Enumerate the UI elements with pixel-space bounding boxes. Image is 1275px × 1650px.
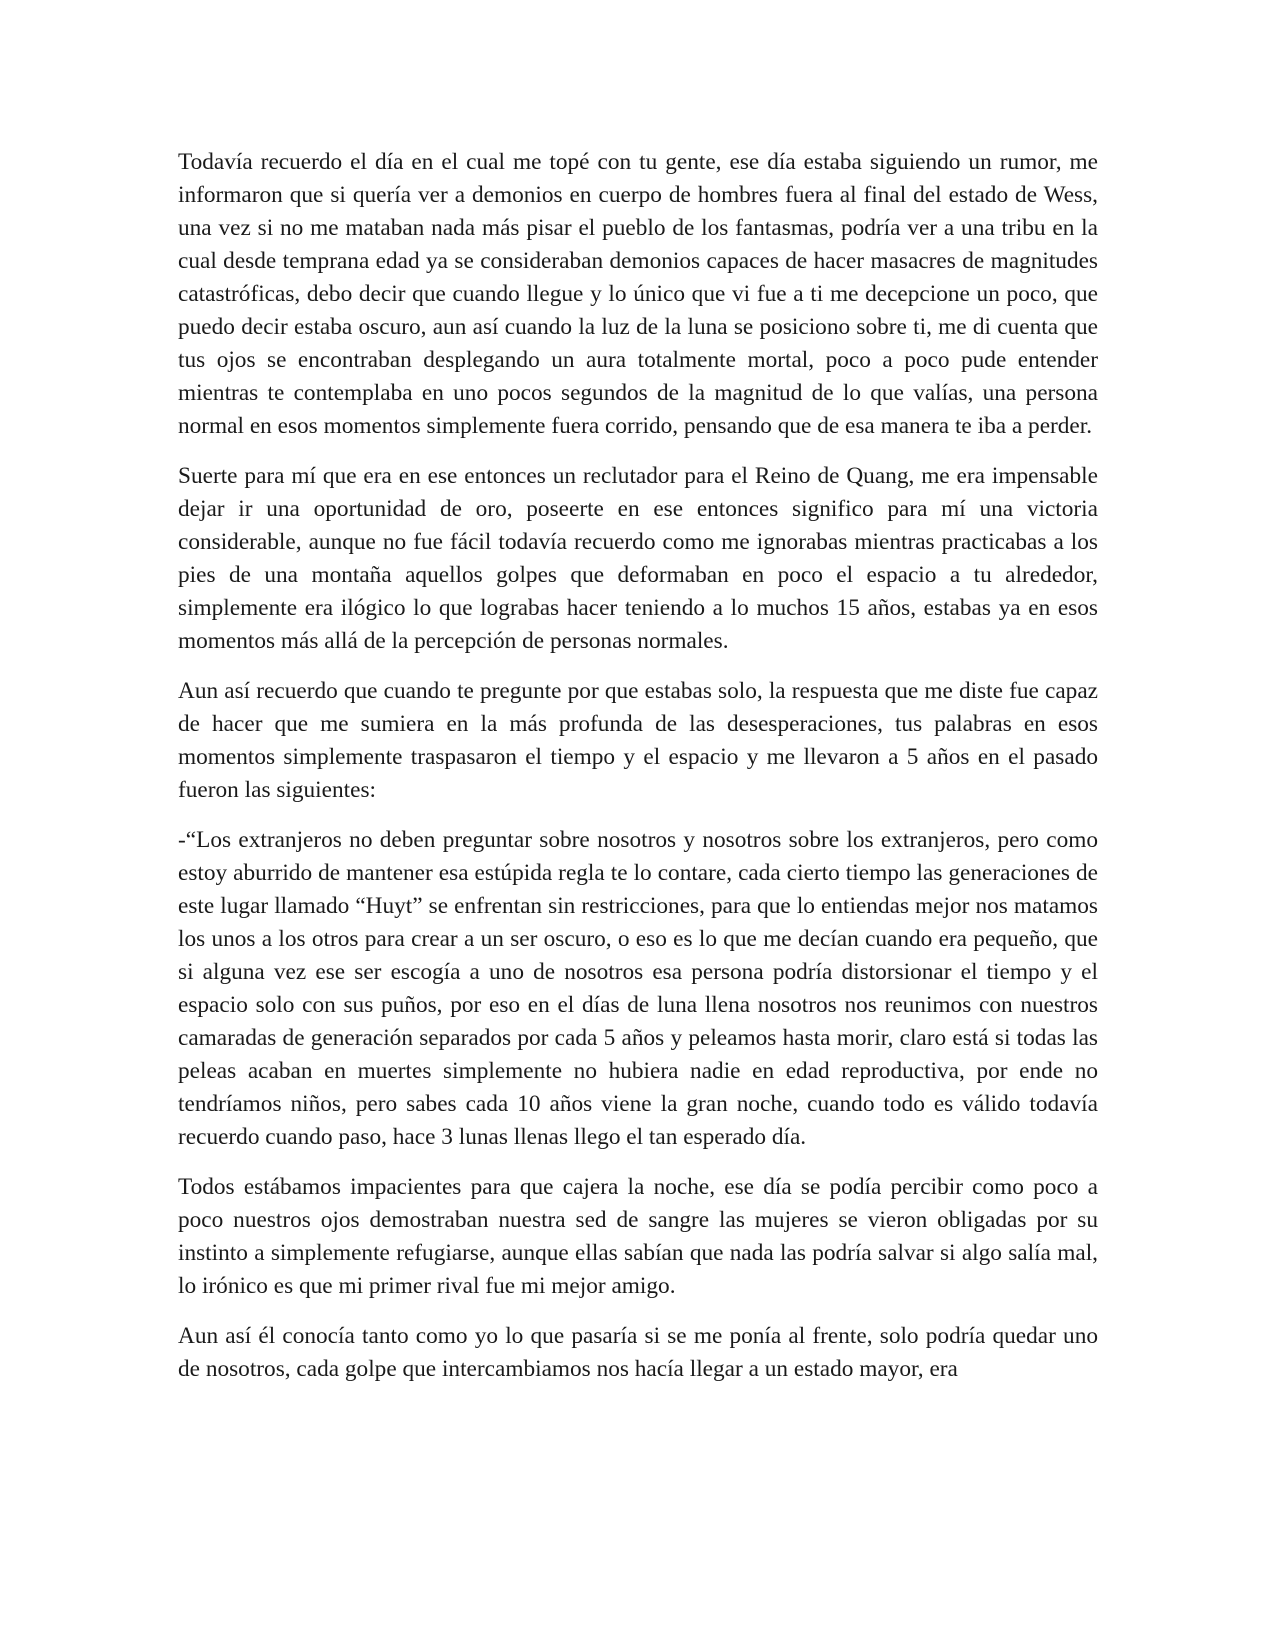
paragraph: Suerte para mí que era en ese entonces un reclutador para el Reino de Quang, me era impensable dejar ir una oportunidad de oro, poseerte en ese entonces significo para mí una victoria considerable, aunque no fue fácil todavía recuerdo como me ignorabas mientras practicabas a los pies de una montaña aquellos golpes que deformaban en poco el espacio a tu alrededor, simplemente era ilógico lo que lograbas hacer teniendo a lo muchos 15 años, estabas ya en esos momentos más allá de la percepción de personas normales. (178, 463, 1098, 654)
paragraph: Todavía recuerdo el día en el cual me topé con tu gente, ese día estaba siguiendo un rumor, me informaron que si quería ver a demonios en cuerpo de hombres fuera al final del estado de Wess, una vez si no me mataban nada más pisar el pueblo de los fantasmas, podría ver a una tribu en la cual desde temprana edad ya se consideraban demonios capaces de hacer masacres de magnitudes catastróficas, debo decir que cuando llegue y lo único que vi fue a ti me decepcione un poco, que puedo decir estaba oscuro, aun así cuando la luz de la luna se posiciono sobre ti, me di cuenta que tus ojos se encontraban desplegando un aura totalmente mortal, poco a poco pude entender mientras te contemplaba en uno pocos segundos de la magnitud de lo que valías, una persona normal en esos momentos simplemente fuera corrido, pensando que de esa manera te iba a perder. (178, 149, 1098, 439)
paragraph: Aun así él conocía tanto como yo lo que pasaría si se me ponía al frente, solo podría quedar uno de nosotros, cada golpe que intercambiamos nos hacía llegar a un estado mayor, era (178, 1323, 1098, 1382)
paragraph: Todos estábamos impacientes para que cajera la noche, ese día se podía percibir como poco a poco nuestros ojos demostraban nuestra sed de sangre las mujeres se vieron obligadas por su instinto a simplemente refugiarse, aunque ellas sabían que nada las podría salvar si algo salía mal, lo irónico es que mi primer rival fue mi mejor amigo. (178, 1174, 1098, 1299)
document-body (178, 146, 1098, 1403)
paragraph: -“Los extranjeros no deben preguntar sobre nosotros y nosotros sobre los extranjeros, pero como estoy aburrido de mantener esa estúpida regla te lo contare, cada cierto tiempo las generaciones de este lugar llamado “Huyt” se enfrentan sin restricciones, para que lo entiendas mejor nos matamos los unos a los otros para crear a un ser oscuro, o eso es lo que me decían cuando era pequeño, que si alguna vez ese ser escogía a uno de nosotros esa persona podría distorsionar el tiempo y el espacio solo con sus puños, por eso en el días de luna llena nosotros nos reunimos con nuestros camaradas de generación separados por cada 5 años y peleamos hasta morir, claro está si todas las peleas acaban en muertes simplemente no hubiera nadie en edad reproductiva, por ende no tendríamos niños, pero sabes cada 10 años viene la gran noche, cuando todo es válido todavía recuerdo cuando paso, hace 3 lunas llenas llego el tan esperado día. (178, 827, 1098, 1150)
paragraph: Aun así recuerdo que cuando te pregunte por que estabas solo, la respuesta que me diste fue capaz de hacer que me sumiera en la más profunda de las desesperaciones, tus palabras en esos momentos simplemente traspasaron el tiempo y el espacio y me llevaron a 5 años en el pasado fueron las siguientes: (178, 678, 1098, 803)
